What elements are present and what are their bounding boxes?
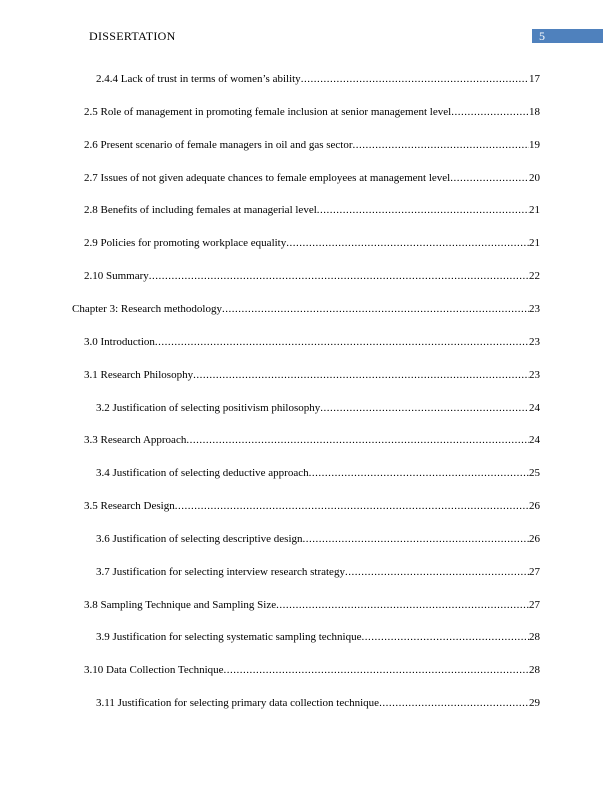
toc-dot-leader: [301, 72, 529, 86]
toc-entry-page-number: 26: [529, 532, 540, 545]
toc-dot-leader: [224, 663, 529, 677]
toc-entry-title: 3.2 Justification of selecting positivism philosophy: [96, 401, 321, 414]
toc-entry-page-number: 26: [529, 500, 540, 513]
toc-entry[interactable]: [84, 234, 540, 250]
toc-dot-leader: [303, 532, 529, 546]
toc-entry[interactable]: [84, 103, 540, 119]
toc-entry[interactable]: [84, 201, 540, 217]
toc-entry[interactable]: [84, 267, 540, 283]
toc-dot-leader: [450, 171, 529, 185]
toc-dot-leader: [353, 138, 530, 152]
toc-entry-page-number: 28: [529, 631, 540, 644]
toc-entry-page-number: 27: [529, 598, 540, 611]
toc-entry-title: 2.8 Benefits of including females at managerial level: [84, 204, 317, 217]
toc-dot-leader: [222, 302, 529, 316]
toc-entry[interactable]: [96, 399, 540, 415]
toc-entry-title: 2.7 Issues of not given adequate chances to female employees at management level: [84, 171, 451, 184]
toc-dot-leader: [155, 335, 529, 349]
toc-entry-page-number: 29: [529, 697, 540, 710]
toc-entry[interactable]: [84, 333, 540, 349]
toc-dot-leader: [379, 696, 529, 710]
toc-entry-page-number: 22: [529, 270, 540, 283]
toc-dot-leader: [451, 105, 529, 119]
toc-dot-leader: [175, 499, 529, 513]
toc-entry[interactable]: [96, 628, 540, 644]
toc-entry[interactable]: [96, 464, 540, 480]
toc-dot-leader: [193, 368, 529, 382]
toc-entry-page-number: 21: [529, 237, 540, 250]
toc-entry-title: 2.5 Role of management in promoting female inclusion at senior management level: [84, 105, 452, 118]
toc-entry-page-number: 20: [529, 171, 540, 184]
toc-entry-page-number: 23: [529, 368, 540, 381]
toc-entry-page-number: 19: [529, 138, 540, 151]
toc-entry[interactable]: [96, 694, 540, 710]
toc-entry-page-number: 25: [529, 467, 540, 480]
toc-entry[interactable]: [84, 169, 540, 185]
toc-entry[interactable]: [96, 530, 540, 546]
toc-entry-page-number: 24: [529, 434, 540, 447]
toc-dot-leader: [149, 269, 529, 283]
toc-entry-page-number: 27: [529, 565, 540, 578]
toc-entry-title: 3.3 Research Approach: [84, 434, 187, 447]
toc-dot-leader: [286, 236, 529, 250]
toc-entry-title: 3.1 Research Philosophy: [84, 368, 194, 381]
toc-entry-title: 3.6 Justification of selecting descriptive design: [96, 532, 303, 545]
toc-entry-title: 3.5 Research Design: [84, 500, 175, 513]
page-number-box: [532, 29, 603, 43]
toc-entry-title: 3.9 Justification for selecting systematic sampling technique: [96, 631, 362, 644]
toc-entry-page-number: 23: [529, 335, 540, 348]
toc-entry[interactable]: [84, 431, 540, 447]
toc-entry-title: 3.10 Data Collection Technique: [84, 664, 224, 677]
toc-dot-leader: [276, 598, 529, 612]
toc-entry[interactable]: [84, 661, 540, 677]
toc-entry[interactable]: [84, 136, 540, 152]
toc-entry-title: 2.4.4 Lack of trust in terms of women’s ability: [96, 73, 301, 85]
toc-entry-page-number: 18: [529, 105, 540, 118]
toc-entry[interactable]: [84, 497, 540, 513]
toc-entry-title: 2.9 Policies for promoting workplace equality: [84, 237, 287, 250]
toc-entry-title: 3.4 Justification of selecting deductive approach: [96, 467, 309, 480]
toc-entry-title: 2.10 Summary: [84, 270, 149, 283]
toc-dot-leader: [309, 466, 529, 480]
toc-entry-title: 3.8 Sampling Technique and Sampling Size: [84, 598, 277, 611]
toc-entry-page-number: 17: [529, 73, 540, 85]
toc-dot-leader: [345, 565, 529, 579]
toc-dot-leader: [186, 433, 529, 447]
page-number: 5: [539, 29, 545, 43]
toc-entry-page-number: 23: [529, 302, 540, 315]
toc-entry-page-number: 24: [529, 401, 540, 414]
toc-entry[interactable]: [96, 563, 540, 579]
toc-entry-page-number: 21: [529, 204, 540, 217]
running-header-title: DISSERTATION: [89, 29, 176, 43]
toc-entry-page-number: 28: [529, 664, 540, 677]
toc-entry-title: 3.7 Justification for selecting interview research strategy: [96, 565, 345, 578]
toc-entry[interactable]: [84, 366, 540, 382]
toc-entry-title: 3.11 Justification for selecting primary data collection technique: [96, 697, 380, 710]
toc-entry-title: Chapter 3: Research methodology: [72, 302, 222, 315]
toc-entry[interactable]: [96, 70, 540, 86]
toc-entry[interactable]: [72, 300, 540, 316]
toc-dot-leader: [361, 630, 529, 644]
toc-dot-leader: [320, 401, 529, 415]
toc-dot-leader: [317, 203, 529, 217]
toc-entry-title: 3.0 Introduction: [84, 335, 155, 348]
toc-entry-title: 2.6 Present scenario of female managers in oil and gas sector: [84, 138, 353, 151]
toc-entry[interactable]: [84, 596, 540, 612]
